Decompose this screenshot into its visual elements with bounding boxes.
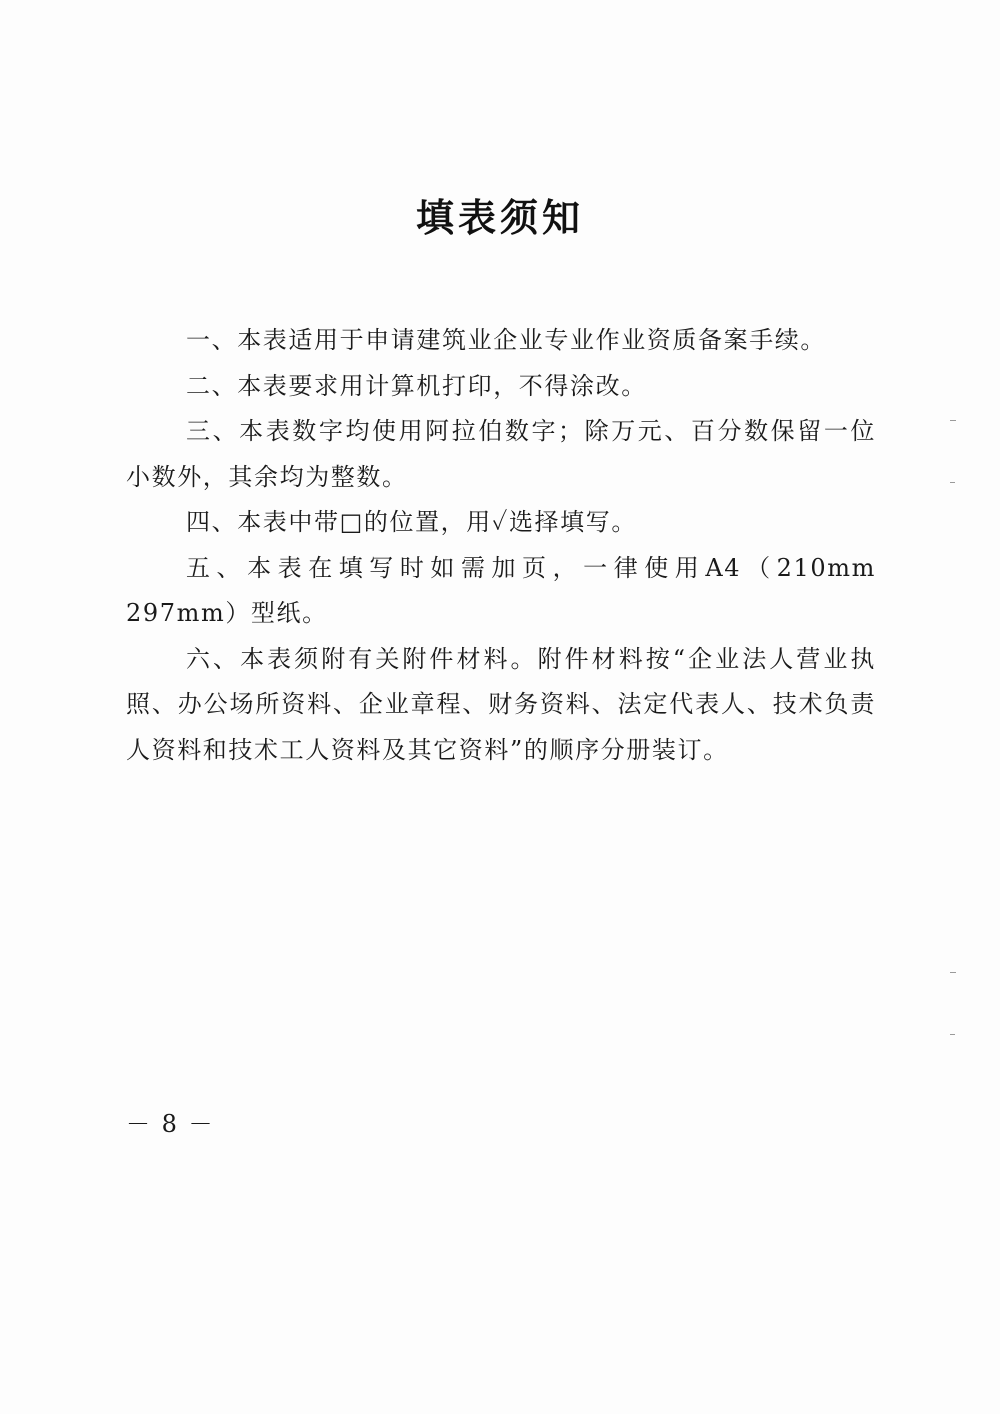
instruction-paragraph-1: 一、本表适用于申请建筑业企业专业作业资质备案手续。 [186, 326, 826, 354]
scan-mark [950, 482, 955, 483]
scan-mark [950, 420, 956, 421]
scan-mark [950, 1034, 955, 1035]
page-number: － 8 － [126, 1110, 215, 1138]
instruction-paragraph-5: 五、本表在填写时如需加页，一律使用A4（210mm 297mm）型纸。 [126, 553, 876, 627]
scan-mark [950, 972, 956, 973]
document-title: 填表须知 [415, 196, 584, 240]
instruction-paragraph-2: 二、本表要求用计算机打印，不得涂改。 [186, 371, 647, 400]
instruction-paragraph-3: 三、本表数字均使用阿拉伯数字；除万元、百分数保留一位小数外，其余均为整数。 [126, 417, 876, 491]
instructions-body [126, 318, 876, 773]
instruction-paragraph-4: 四、本表中带□的位置，用✓选择填写。 [186, 508, 637, 536]
instruction-paragraph-6: 六、本表须附有关附件材料。附件材料按“企业法人营业执照、办公场所资料、企业章程、财务资料、法定代表人、技术负责人资料和技术工人资料及其它资料”的顺序分册装订。 [126, 644, 876, 764]
